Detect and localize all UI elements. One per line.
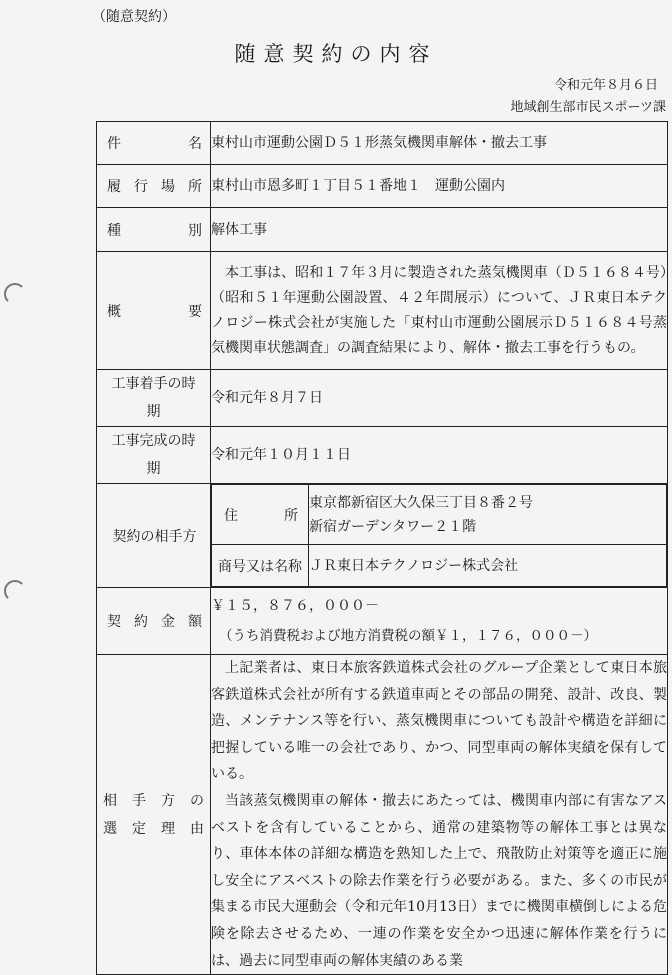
row-start-date <box>97 370 668 427</box>
label-location: 履 行 場 所 <box>97 165 211 208</box>
label-selection-reason: 相 手 方 の 選 定 理 由 <box>97 655 211 975</box>
label-summary: 概 要 <box>97 252 211 370</box>
punch-hole-top <box>4 283 26 305</box>
page-title: 随意契約の内容 <box>234 42 438 66</box>
value-location: 東村山市恩多町１丁目５１番地１ 運動公園内 <box>211 165 668 208</box>
row-selection-reason <box>97 655 668 975</box>
label-address: 住 所 <box>212 485 309 545</box>
row-type <box>97 208 668 252</box>
value-completion-date: 令和元年１０月１１日 <box>211 427 668 484</box>
value-project-name: 東村山市運動公園Ｄ５１形蒸気機関車解体・撤去工事 <box>211 122 668 165</box>
document-date: 令和元年８月６日 <box>553 78 658 93</box>
row-project-name <box>97 122 668 165</box>
reason-paragraph-2: 当該蒸気機関車の解体・撤去にあたっては、機関車内部に有害なアスベストを含有していることから、通常の建築物等の解体工事とは異なり、車体本体の詳細な構造を熟知した上で、飛散防止対策等を適正に施し安全にアスベストの除去作業を行う必要がある。また、多くの市民が集まる市民大運動会（令和元年10月13日）までに機関車横倒しによる危険を除去させるため、一連の作業を安全かつ迅速に解体作業を行うには、過去に同型車両の解体実績のある業 <box>211 792 667 969</box>
contract-amount: ￥１５，８７６，０００－ <box>211 598 379 614</box>
label-amount: 契 約 金 額 <box>97 588 211 655</box>
row-summary <box>97 252 668 370</box>
row-completion-date <box>97 427 668 484</box>
label-type: 種 別 <box>97 208 211 252</box>
label-completion-date: 工事完成の時 期 <box>97 427 211 484</box>
department: 地域創生部市民スポーツ課 <box>510 100 666 115</box>
value-company-name: ＪＲ東日本テクノロジー株式会社 <box>309 545 667 587</box>
label-company-name: 商号又は名称 <box>212 545 309 587</box>
row-location <box>97 165 668 208</box>
value-summary: 本工事は、昭和１７年３月に製造された蒸気機関車（Ｄ５１６８４号）（昭和５１年運動公園設置、４２年間展示）について、ＪＲ東日本テクノロジー株式会社が実施した「東村山市運動公園展示Ｄ５１６８４号蒸気機関車状態調査」の調査結果により、解体・撤去工事を行うもの。 <box>211 252 668 370</box>
value-start-date: 令和元年８月７日 <box>211 370 668 427</box>
contract-category: （随意契約） <box>92 9 176 25</box>
value-contractor <box>211 484 668 588</box>
label-contractor: 契約の相手方 <box>97 484 211 588</box>
value-type: 解体工事 <box>211 208 668 252</box>
tax-amount: （うち消費税および地方消費税の額￥１，１７６，０００－） <box>219 628 597 644</box>
label-start-date: 工事着手の時 期 <box>97 370 211 427</box>
row-amount <box>97 588 668 655</box>
row-contractor <box>97 484 668 588</box>
reason-paragraph-1: 上記業者は、東日本旅客鉄道株式会社のグループ企業として東日本旅客鉄道株式会社が所有する鉄道車両とその部品の開発、設計、改良、製造、メンテナンス等を行い、蒸気機関車についても設計や構造を詳細に把握している唯一の会社であり、かつ、同型車両の解体実績を保有している。 <box>211 660 667 783</box>
contract-table <box>96 121 668 975</box>
value-selection-reason <box>211 655 668 975</box>
value-address: 東京都新宿区大久保三丁目８番２号 新宿ガーデンタワー２１階 <box>309 485 667 545</box>
punch-hole-bottom <box>4 580 26 602</box>
value-amount <box>211 588 668 655</box>
label-project-name: 件 名 <box>97 122 211 165</box>
